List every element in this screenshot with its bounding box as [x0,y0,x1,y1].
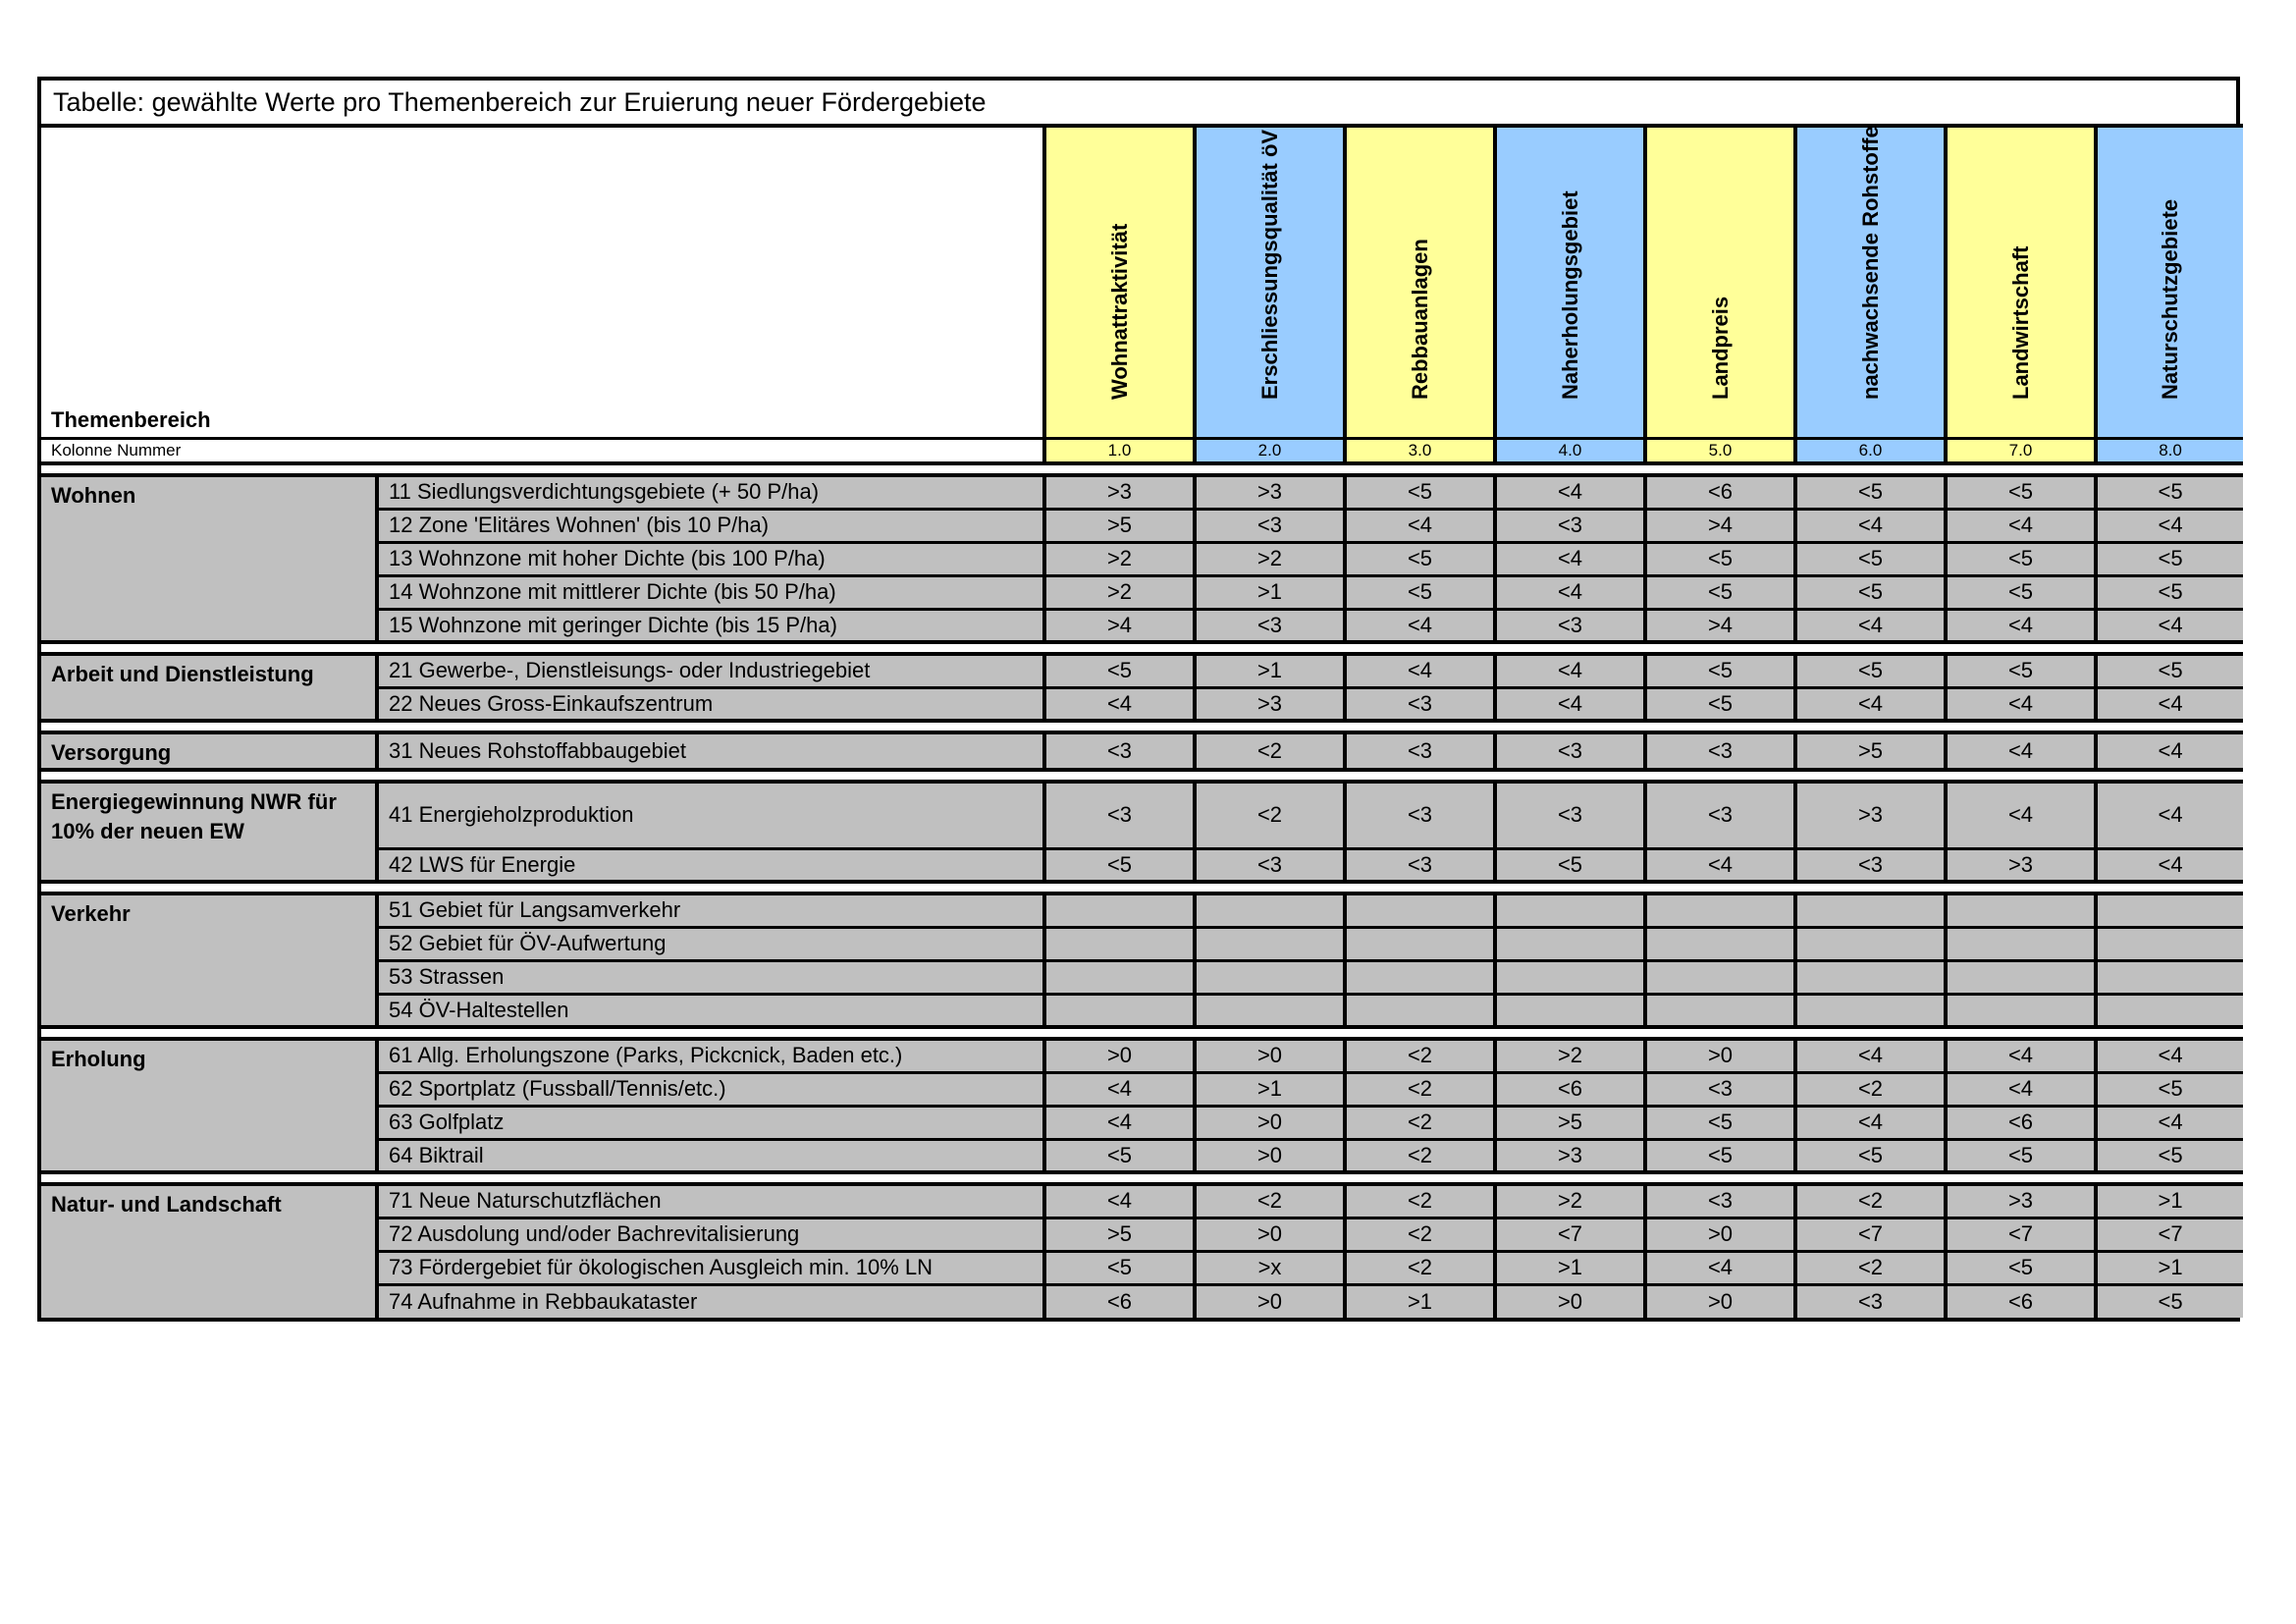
value-cell: <3 [1345,687,1495,721]
column-header-2 [1195,126,1345,438]
value-cell: >5 [1795,732,1946,770]
value-cell [1795,994,1946,1027]
value-cell: <3 [1195,609,1345,642]
theme-cell: Verkehr [41,893,377,1027]
value-cell: >4 [1044,609,1195,642]
value-cell: <5 [1795,1139,1946,1172]
table-row [41,893,2243,927]
group-separator [41,1027,2243,1039]
value-cell [2096,927,2243,960]
value-cell [1195,960,1345,994]
value-cell: >3 [1495,1139,1645,1172]
value-cell: <4 [1495,475,1645,509]
value-cell: >2 [1044,575,1195,609]
table-row [41,732,2243,770]
value-cell: <3 [1345,848,1495,882]
value-cell: <4 [1495,687,1645,721]
value-cell: <7 [1946,1218,2096,1251]
value-cell: <5 [1946,1251,2096,1284]
item-cell: 73 Fördergebiet für ökologischen Ausgleich min. 10% LN [377,1251,1044,1284]
value-cell: <5 [1795,542,1946,575]
column-number-7: 7.0 [1946,438,2096,463]
item-cell: 72 Ausdolung und/oder Bachrevitalisierung [377,1218,1044,1251]
value-cell: <3 [1795,848,1946,882]
value-cell: <3 [1645,782,1795,848]
value-cell: >1 [1495,1251,1645,1284]
value-cell: <5 [2096,575,2243,609]
value-cell [1946,893,2096,927]
value-cell: >2 [1044,542,1195,575]
table-row [41,654,2243,687]
value-cell: <5 [1645,1139,1795,1172]
column-header-label: Rebbauanlagen [1407,238,1432,400]
value-cell: <3 [1795,1284,1946,1318]
value-cell: <2 [1345,1251,1495,1284]
value-cell: >0 [1195,1106,1345,1139]
value-cell: <4 [2096,732,2243,770]
column-header-6 [1795,126,1946,438]
value-cell: >5 [1044,509,1195,542]
value-cell: <4 [1946,782,2096,848]
value-cell [1495,893,1645,927]
value-cell: <5 [1795,475,1946,509]
item-cell: 21 Gewerbe-, Dienstleisungs- oder Industriegebiet [377,654,1044,687]
value-cell: <2 [1345,1072,1495,1106]
value-cell: <5 [2096,1139,2243,1172]
item-cell: 41 Energieholzproduktion [377,782,1044,848]
value-cell: <4 [1044,1106,1195,1139]
value-cell: <4 [1946,609,2096,642]
value-cell: <5 [1044,1251,1195,1284]
value-cell: <5 [2096,542,2243,575]
value-cell [1345,893,1495,927]
value-cell: <3 [1195,509,1345,542]
value-cell [1345,960,1495,994]
value-cell: >4 [1645,509,1795,542]
value-cell: <4 [2096,609,2243,642]
value-cell: <3 [1495,782,1645,848]
value-cell [1946,994,2096,1027]
value-cell: <5 [1645,575,1795,609]
data-table-sheet [37,77,2240,1322]
value-cell [1044,960,1195,994]
column-number-5: 5.0 [1645,438,1795,463]
value-cell [1345,994,1495,1027]
value-cell: <4 [2096,687,2243,721]
value-cell: <5 [1345,542,1495,575]
value-cell: >3 [1946,1184,2096,1218]
column-header-3 [1345,126,1495,438]
value-cell: <4 [1345,609,1495,642]
value-cell: >0 [1195,1284,1345,1318]
item-cell: 15 Wohnzone mit geringer Dichte (bis 15 P/ha) [377,609,1044,642]
column-header-7 [1946,126,2096,438]
value-cell: <2 [1345,1106,1495,1139]
value-cell: <6 [1044,1284,1195,1318]
value-cell: <4 [1495,542,1645,575]
value-cell [1795,893,1946,927]
value-cell: >1 [2096,1251,2243,1284]
value-cell: >4 [1645,609,1795,642]
value-cell: <5 [2096,1284,2243,1318]
value-cell: <4 [1795,1106,1946,1139]
column-header-label: nachwachsende Rohstoffe [1857,125,1883,400]
value-cell: <4 [2096,782,2243,848]
value-cell: <4 [2096,848,2243,882]
value-cell: <4 [1044,1072,1195,1106]
value-cell: >1 [1195,654,1345,687]
item-cell: 52 Gebiet für ÖV-Aufwertung [377,927,1044,960]
kolonne-nummer-label: Kolonne Nummer [41,438,1044,463]
value-cell [2096,994,2243,1027]
value-cell [1795,927,1946,960]
value-cell [1044,994,1195,1027]
value-cell: >3 [1946,848,2096,882]
column-header-5 [1645,126,1795,438]
value-cell: <2 [1345,1139,1495,1172]
value-cell: <4 [1495,575,1645,609]
value-cell: <4 [2096,1106,2243,1139]
value-cell: >1 [2096,1184,2243,1218]
value-cell: <5 [1645,1106,1795,1139]
theme-cell: Energiegewinnung NWR für 10% der neuen EW [41,782,377,882]
value-cell: >2 [1495,1039,1645,1072]
value-cell: <4 [1645,1251,1795,1284]
column-number-8: 8.0 [2096,438,2243,463]
value-cell [1946,960,2096,994]
value-cell: <4 [1044,1184,1195,1218]
column-header-label: Naturschutzgebiete [2158,198,2183,400]
value-cell [1345,927,1495,960]
value-cell: <6 [1946,1284,2096,1318]
value-cell: >5 [1044,1218,1195,1251]
value-cell: <5 [1645,654,1795,687]
value-cell: <5 [1345,575,1495,609]
value-cell [1195,994,1345,1027]
group-separator [41,721,2243,732]
item-cell: 61 Allg. Erholungszone (Parks, Pickcnick, Baden etc.) [377,1039,1044,1072]
value-cell: <3 [1195,848,1345,882]
column-header-8 [2096,126,2243,438]
value-cell [1495,960,1645,994]
value-cell: <5 [1044,848,1195,882]
item-cell: 74 Aufnahme in Rebbaukataster [377,1284,1044,1318]
theme-cell: Arbeit und Dienstleistung [41,654,377,721]
value-cell: <5 [1044,654,1195,687]
value-cell: <5 [2096,654,2243,687]
value-cell: <5 [1495,848,1645,882]
value-cell [1495,927,1645,960]
value-cell: <2 [1795,1184,1946,1218]
item-cell: 42 LWS für Energie [377,848,1044,882]
value-cell: <2 [1345,1218,1495,1251]
value-cell: >0 [1195,1139,1345,1172]
value-cell: >x [1195,1251,1345,1284]
value-cell: >0 [1645,1039,1795,1072]
value-cell: <5 [1345,475,1495,509]
value-cell: <4 [1495,654,1645,687]
value-cell: <4 [1795,1039,1946,1072]
column-header-1 [1044,126,1195,438]
value-cell: <5 [1044,1139,1195,1172]
value-cell: <3 [1645,1184,1795,1218]
value-cell: <5 [1795,575,1946,609]
column-header-label: Landpreis [1707,296,1733,400]
value-cell: <4 [1946,732,2096,770]
value-cell: >3 [1795,782,1946,848]
theme-cell: Versorgung [41,732,377,770]
column-header-4 [1495,126,1645,438]
value-cell: <4 [2096,509,2243,542]
value-cell: <4 [1645,848,1795,882]
group-separator [41,1172,2243,1184]
value-cell: >0 [1645,1218,1795,1251]
value-cell: <7 [1495,1218,1645,1251]
value-cell: <4 [1795,609,1946,642]
value-cell: <5 [1946,575,2096,609]
value-cell [1044,927,1195,960]
column-number-2: 2.0 [1195,438,1345,463]
value-cell: <5 [1645,687,1795,721]
value-cell: >2 [1495,1184,1645,1218]
theme-cell: Wohnen [41,475,377,642]
item-cell: 12 Zone 'Elitäres Wohnen' (bis 10 P/ha) [377,509,1044,542]
value-cell: <4 [1345,654,1495,687]
item-cell: 71 Neue Naturschutzflächen [377,1184,1044,1218]
value-cell: <4 [1946,687,2096,721]
value-cell: <3 [1044,782,1195,848]
column-header-label: Erschliessungsqualität öV [1256,129,1282,400]
value-cell: <5 [1946,542,2096,575]
value-cell: <2 [1795,1072,1946,1106]
value-cell: <5 [2096,1072,2243,1106]
value-cell [1044,893,1195,927]
column-number-6: 6.0 [1795,438,1946,463]
value-cell: >0 [1645,1284,1795,1318]
value-cell: >0 [1195,1218,1345,1251]
value-cell: <6 [1645,475,1795,509]
value-cell: <3 [1345,782,1495,848]
column-number-4: 4.0 [1495,438,1645,463]
value-cell: <2 [1195,732,1345,770]
value-cell: <4 [1345,509,1495,542]
value-cell: <7 [2096,1218,2243,1251]
value-cell: >0 [1044,1039,1195,1072]
table-title: Tabelle: gewählte Werte pro Themenbereich zur Eruierung neuer Fördergebiete [41,81,2243,126]
value-cell [1495,994,1645,1027]
value-cell: <5 [1946,475,2096,509]
column-header-label: Landwirtschaft [2007,245,2033,400]
item-cell: 62 Sportplatz (Fussball/Tennis/etc.) [377,1072,1044,1106]
value-cell: <2 [1195,782,1345,848]
value-cell: <4 [1946,1072,2096,1106]
table-row [41,1039,2243,1072]
value-cell: >2 [1195,542,1345,575]
value-cell: <4 [2096,1039,2243,1072]
value-cell: <3 [1345,732,1495,770]
item-cell: 11 Siedlungsverdichtungsgebiete (+ 50 P/ha) [377,475,1044,509]
value-cell: <3 [1645,1072,1795,1106]
value-cell [1645,893,1795,927]
group-separator [41,882,2243,893]
column-number-1: 1.0 [1044,438,1195,463]
value-cell: >0 [1195,1039,1345,1072]
table-row [41,1184,2243,1218]
group-separator [41,463,2243,475]
value-cell [2096,893,2243,927]
item-cell: 53 Strassen [377,960,1044,994]
value-cell: >3 [1195,475,1345,509]
value-cell: >3 [1044,475,1195,509]
value-cell: >1 [1345,1284,1495,1318]
theme-cell: Natur- und Landschaft [41,1184,377,1318]
item-cell: 51 Gebiet für Langsamverkehr [377,893,1044,927]
value-cell: <3 [1495,609,1645,642]
item-cell: 64 Biktrail [377,1139,1044,1172]
value-cell: <4 [1795,687,1946,721]
item-cell: 54 ÖV-Haltestellen [377,994,1044,1027]
value-cell: <5 [1946,1139,2096,1172]
value-cell: <2 [1795,1251,1946,1284]
value-cell: <4 [1044,687,1195,721]
value-cell: >5 [1495,1106,1645,1139]
item-cell: 22 Neues Gross-Einkaufszentrum [377,687,1044,721]
value-cell: <4 [1946,509,2096,542]
value-cell [1645,927,1795,960]
column-header-label: Naherholungsgebiet [1557,189,1582,400]
values-table [41,81,2243,1318]
value-cell [1795,960,1946,994]
value-cell: >1 [1195,575,1345,609]
value-cell: <5 [2096,475,2243,509]
item-cell: 63 Golfplatz [377,1106,1044,1139]
value-cell: <3 [1495,732,1645,770]
column-header-label: Wohnattraktivität [1106,223,1132,400]
value-cell: <5 [1795,654,1946,687]
group-separator [41,642,2243,654]
theme-cell: Erholung [41,1039,377,1172]
value-cell: >0 [1495,1284,1645,1318]
item-cell: 13 Wohnzone mit hoher Dichte (bis 100 P/ha) [377,542,1044,575]
value-cell: <5 [1946,654,2096,687]
item-cell: 31 Neues Rohstoffabbaugebiet [377,732,1044,770]
value-cell [1645,994,1795,1027]
value-cell: <7 [1795,1218,1946,1251]
value-cell: >3 [1195,687,1345,721]
item-cell: 14 Wohnzone mit mittlerer Dichte (bis 50 P/ha) [377,575,1044,609]
value-cell: <6 [1946,1106,2096,1139]
value-cell [1195,893,1345,927]
column-number-3: 3.0 [1345,438,1495,463]
value-cell: <2 [1345,1039,1495,1072]
value-cell: <2 [1345,1184,1495,1218]
value-cell: <2 [1195,1184,1345,1218]
value-cell: >1 [1195,1072,1345,1106]
header-left-cell [41,126,1044,438]
value-cell [1195,927,1345,960]
value-cell: <3 [1645,732,1795,770]
table-row [41,782,2243,848]
value-cell: <4 [1946,1039,2096,1072]
value-cell [2096,960,2243,994]
themenbereich-header: Themenbereich [51,406,211,432]
value-cell: <4 [1795,509,1946,542]
value-cell: <5 [1645,542,1795,575]
value-cell [1645,960,1795,994]
value-cell [1946,927,2096,960]
value-cell: <3 [1495,509,1645,542]
table-row [41,475,2243,509]
group-separator [41,770,2243,782]
value-cell: <3 [1044,732,1195,770]
value-cell: <6 [1495,1072,1645,1106]
